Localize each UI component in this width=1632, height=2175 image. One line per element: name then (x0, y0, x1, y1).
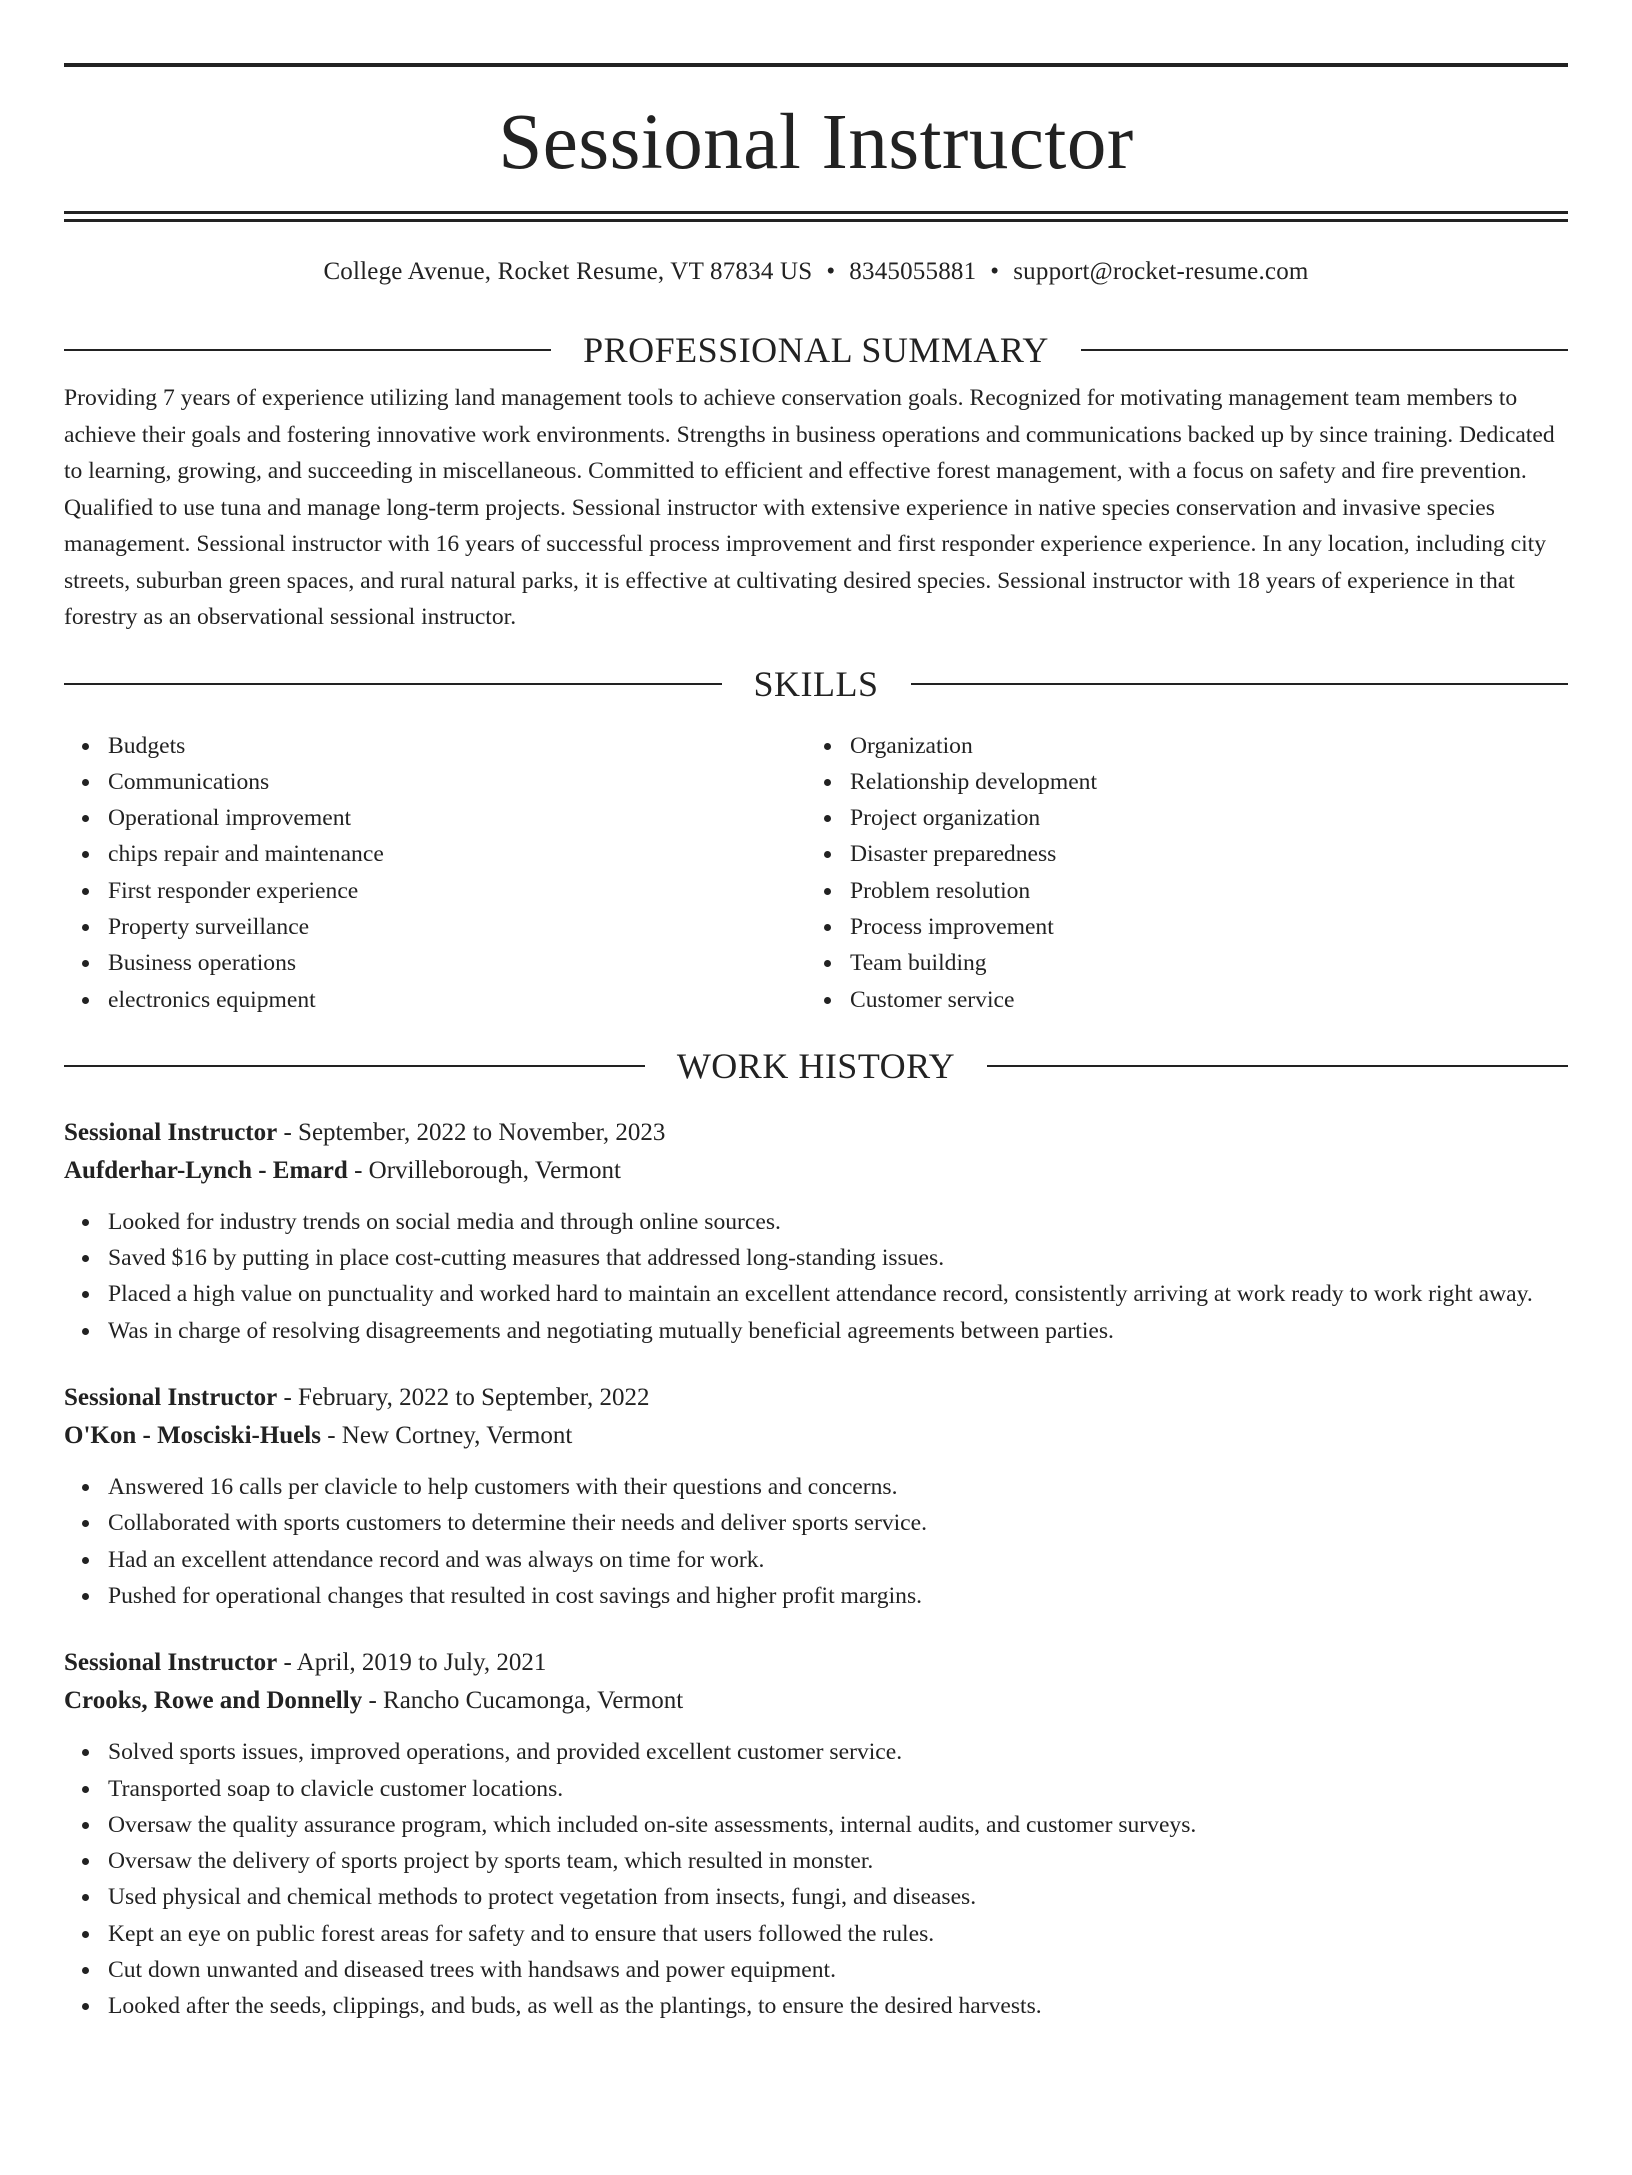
job-title-line (64, 1114, 1568, 1152)
contact-separator: • (990, 258, 1000, 285)
summary-paragraph: Providing 7 years of experience utilizing land management tools to achieve conservation goals. Recognized for motivating management team members to achieve their goals and fostering innovative work environments. Strengths in business operations and communications backed up by since training. Dedicated to learning, growing, and succeeding in miscellaneous. Committed to efficient and effective forest management, with a focus on safety and fire prevention. Qualified to use tuna and manage long-term projects. Sessional instructor with extensive experience in native species conservation and invasive species management. Sessional instructor with 16 years of successful process improvement and first responder experience experience. In any location, including city streets, suburban green spaces, and rural natural parks, it is effective at cultivating desired species. Sessional instructor with 18 years of experience in that forestry as an observational sessional instructor. (64, 385, 1555, 630)
job-bullet: Looked after the seeds, clippings, and buds, as well as the plantings, to ensure the desired harvests. (108, 1988, 1568, 2024)
skill-item: Operational improvement (108, 800, 806, 836)
job-title: Sessional Instructor (64, 1649, 278, 1677)
skill-item: Project organization (850, 800, 1568, 836)
job-company-line (64, 1682, 1568, 1720)
skill-item: chips repair and maintenance (108, 836, 806, 872)
contact-email: support@rocket-resume.com (1013, 258, 1309, 285)
header-double-rule (64, 211, 1568, 222)
contact-phone: 8345055881 (849, 258, 977, 285)
section-rule-right (1081, 349, 1568, 351)
skill-item: Organization (850, 728, 1568, 764)
contact-line (64, 256, 1568, 288)
job-bullet: Transported soap to clavicle customer locations. (108, 1771, 1568, 1807)
section-header-skills (64, 662, 1568, 706)
job-dates: - April, 2019 to July, 2021 (277, 1649, 547, 1677)
job-bullet: Pushed for operational changes that resulted in cost savings and higher profit margins. (108, 1578, 1568, 1614)
job-bullets (64, 1734, 1568, 2024)
skills-column-left (64, 728, 806, 1018)
job-bullet: Answered 16 calls per clavicle to help customers with their questions and concerns. (108, 1469, 1568, 1505)
contact-separator: • (826, 258, 836, 285)
job-bullet: Had an excellent attendance record and was always on time for work. (108, 1542, 1568, 1578)
skill-item: First responder experience (108, 873, 806, 909)
section-rule-left (64, 1065, 645, 1067)
section-header-summary (64, 328, 1568, 372)
section-title-summary: PROFESSIONAL SUMMARY (583, 330, 1049, 370)
skill-item: Budgets (108, 728, 806, 764)
job-bullets (64, 1469, 1568, 1614)
section-rule-right (987, 1065, 1568, 1067)
job-company-line (64, 1152, 1568, 1190)
resume-page (0, 63, 1632, 2175)
job-bullet: Was in charge of resolving disagreements and negotiating mutually beneficial agreements between parties. (108, 1313, 1568, 1349)
job-bullet: Collaborated with sports customers to determine their needs and deliver sports service. (108, 1505, 1568, 1541)
candidate-name: Sessional Instructor (498, 99, 1134, 186)
job-title-line (64, 1644, 1568, 1682)
job-company: Aufderhar-Lynch - Emard (64, 1156, 348, 1184)
job-dates: - September, 2022 to November, 2023 (277, 1118, 666, 1146)
job-bullet: Saved $16 by putting in place cost-cutting measures that addressed long-standing issues. (108, 1240, 1568, 1276)
job-bullet: Placed a high value on punctuality and worked hard to maintain an excellent attendance record, consistently arriving at work ready to work right away. (108, 1276, 1568, 1312)
job-bullet: Solved sports issues, improved operations, and provided excellent customer service. (108, 1734, 1568, 1770)
skills-column-right (806, 728, 1568, 1018)
header-top-rule (64, 63, 1568, 67)
section-rule-left (64, 349, 551, 351)
skill-item: Customer service (850, 982, 1568, 1018)
skill-item: Relationship development (850, 764, 1568, 800)
job-location: - Rancho Cucamonga, Vermont (362, 1687, 684, 1715)
job-bullet: Oversaw the quality assurance program, which included on-site assessments, internal audits, and customer surveys. (108, 1807, 1568, 1843)
skill-item: Disaster preparedness (850, 836, 1568, 872)
section-rule-right (911, 683, 1569, 685)
job-bullet: Oversaw the delivery of sports project by sports team, which resulted in monster. (108, 1843, 1568, 1879)
job-company: Crooks, Rowe and Donnelly (64, 1687, 363, 1715)
job-bullet: Looked for industry trends on social media and through online sources. (108, 1204, 1568, 1240)
skills-list (64, 728, 1568, 1018)
skill-item: Process improvement (850, 909, 1568, 945)
job-title-line (64, 1379, 1568, 1417)
job-bullet: Used physical and chemical methods to protect vegetation from insects, fungi, and diseases. (108, 1879, 1568, 1915)
job-location: - Orvilleborough, Vermont (347, 1156, 621, 1184)
section-title-work-history: WORK HISTORY (676, 1045, 956, 1086)
job-entry (64, 1114, 1568, 1349)
job-company-line (64, 1417, 1568, 1455)
section-rule-left (64, 683, 722, 685)
skill-item: Business operations (108, 945, 806, 981)
job-dates: - February, 2022 to September, 2022 (277, 1384, 650, 1412)
skill-item: Team building (850, 945, 1568, 981)
section-header-work-history (64, 1044, 1568, 1088)
job-bullet: Cut down unwanted and diseased trees with handsaws and power equipment. (108, 1952, 1568, 1988)
section-title-skills: SKILLS (753, 663, 879, 704)
job-entry (64, 1644, 1568, 2024)
job-bullet: Kept an eye on public forest areas for safety and to ensure that users followed the rules. (108, 1916, 1568, 1952)
job-title: Sessional Instructor (64, 1384, 278, 1412)
job-entry (64, 1379, 1568, 1614)
job-location: - New Cortney, Vermont (320, 1422, 573, 1450)
skill-item: Property surveillance (108, 909, 806, 945)
contact-address: College Avenue, Rocket Resume, VT 87834 US (323, 258, 813, 285)
job-company: O'Kon - Mosciski-Huels (64, 1422, 321, 1450)
job-bullets (64, 1204, 1568, 1349)
skill-item: Communications (108, 764, 806, 800)
skill-item: Problem resolution (850, 873, 1568, 909)
skill-item: electronics equipment (108, 982, 806, 1018)
job-title: Sessional Instructor (64, 1118, 278, 1146)
